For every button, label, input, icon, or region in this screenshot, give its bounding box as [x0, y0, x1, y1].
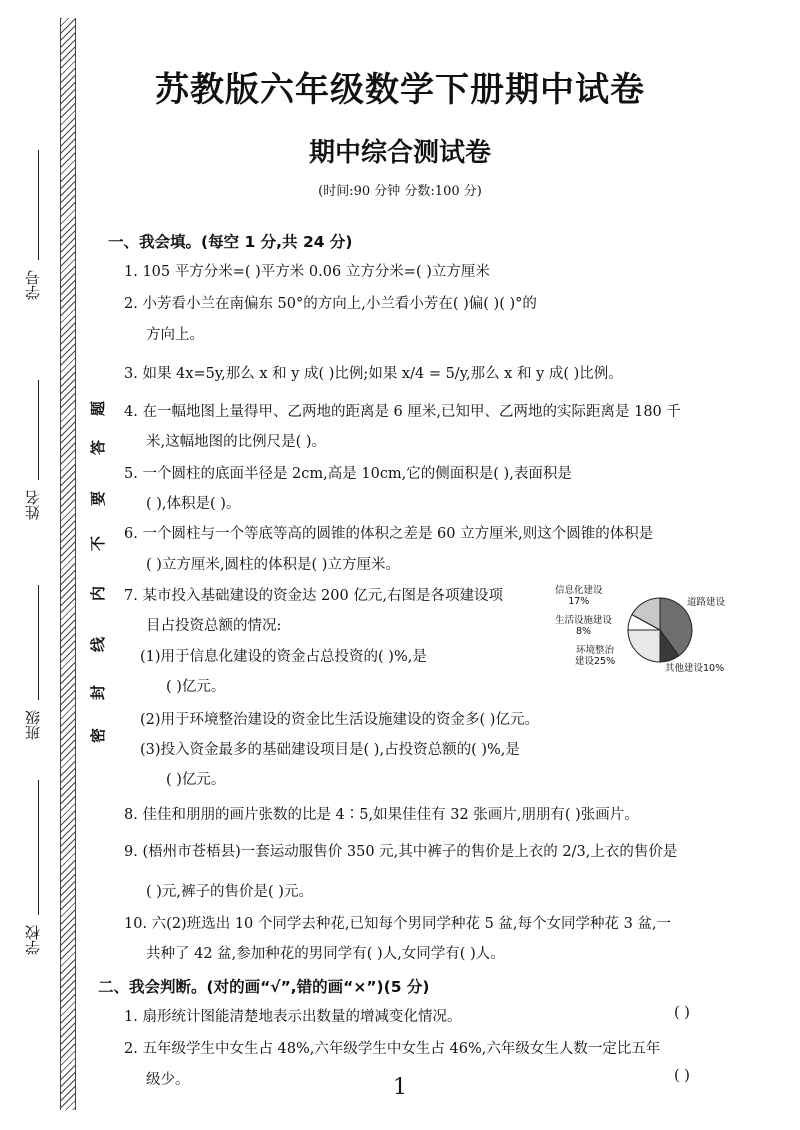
question-line: ( )元,裤子的售价是( )元。 — [146, 884, 313, 900]
question-line: 1. 105 平方分米=( )平方米 0.06 立方分米=( )立方厘米 — [124, 264, 490, 280]
exam-info: (时间:90 分钟 分数:100 分) — [318, 184, 482, 199]
seal-char: 不 — [89, 535, 108, 552]
question-line: (1)用于信息化建设的资金占总投资的( )%,是 — [140, 649, 427, 665]
question-line: ( )亿元。 — [166, 772, 226, 788]
question-line: 2. 五年级学生中女生占 48%,六年级学生中女生占 46%,六年级女生人数一定比五年 — [124, 1041, 661, 1057]
answer-bracket[interactable]: ( ) — [674, 1005, 690, 1021]
pie-label-life: 生活设施建设 8% — [555, 615, 613, 637]
question-line: 9. (梧州市苍梧县)一套运动服售价 350 元,其中裤子的售价是上衣的 2/3,上衣的售价是 — [124, 844, 678, 860]
pie-label-other: 其他建设10% — [665, 663, 725, 674]
page-title: 苏教版六年级数学下册期中试卷 — [155, 70, 645, 110]
pie-slice-env — [628, 630, 660, 662]
question-line: 5. 一个圆柱的底面半径是 2cm,高是 10cm,它的侧面积是( ),表面积是 — [124, 466, 572, 482]
question-line: (2)用于环境整治建设的资金比生活设施建设的资金多( )亿元。 — [140, 712, 539, 728]
question-line: 7. 某市投入基础建设的资金达 200 亿元,右图是各项建设项 — [124, 588, 503, 604]
school-line — [38, 780, 39, 915]
question-line: 级少。 — [146, 1072, 190, 1088]
question-line: 4. 在一幅地图上量得甲、乙两地的距离是 6 厘米,已知甲、乙两地的实际距离是 180 千 — [124, 404, 681, 420]
question-line: 6. 一个圆柱与一个等底等高的圆锥的体积之差是 60 立方厘米,则这个圆锥的体积是 — [124, 526, 654, 542]
seal-char: 要 — [89, 490, 108, 507]
question-line: 2. 小芳看小兰在南偏东 50°的方向上,小兰看小芳在( )偏( )( )°的 — [124, 296, 537, 312]
question-line: 米,这幅地图的比例尺是( )。 — [146, 434, 327, 450]
margin-label-name: 姓名 — [24, 490, 42, 520]
class-line — [38, 585, 39, 700]
question-line: ( ),体积是( )。 — [146, 496, 241, 512]
page-subtitle: 期中综合测试卷 — [308, 138, 491, 168]
margin-label-student-id: 学号 — [24, 270, 42, 300]
question-line: 10. 六(2)班选出 10 个同学去种花,已知每个男同学种花 5 盆,每个女同学种花 3 盆,一 — [124, 916, 672, 932]
pie-label-road: 道路建设 — [687, 597, 726, 608]
question-line: 共种了 42 盆,参加种花的男同学有( )人,女同学有( )人。 — [146, 946, 505, 962]
margin-label-school: 学校 — [24, 925, 42, 955]
margin-label-class: 班级 — [24, 710, 42, 740]
section-heading-fill: 一、我会填。(每空 1 分,共 24 分) — [108, 233, 353, 251]
investment-pie-chart — [555, 585, 745, 680]
question-line: 8. 佳佳和朋朋的画片张数的比是 4∶5,如果佳佳有 32 张画片,朋朋有( )张画片。 — [124, 807, 639, 823]
question-line: 方向上。 — [146, 327, 204, 343]
section-heading-judge: 二、我会判断。(对的画“√”,错的画“×”)(5 分) — [98, 978, 430, 996]
question-line: 3. 如果 4x=5y,那么 x 和 y 成( )比例;如果 x/4 = 5/y,那么 x 和 y 成( )比例。 — [124, 366, 623, 382]
question-line: 目占投资总额的情况: — [146, 618, 282, 634]
pie-label-env: 环境整治 建设25% — [575, 645, 616, 667]
seal-char: 答 — [89, 439, 108, 456]
question-line: ( )立方厘米,圆柱的体积是( )立方厘米。 — [146, 557, 400, 573]
seal-char: 封 — [89, 684, 108, 701]
seal-char: 题 — [89, 400, 108, 417]
answer-bracket[interactable]: ( ) — [674, 1068, 690, 1084]
pie-label-info: 信息化建设 17% — [555, 585, 603, 607]
question-line: ( )亿元。 — [166, 679, 226, 695]
question-line: 1. 扇形统计图能清楚地表示出数量的增减变化情况。 — [124, 1009, 462, 1025]
question-line: (3)投入资金最多的基础建设项目是( ),占投资总额的( )%,是 — [140, 742, 520, 758]
seal-char: 密 — [89, 727, 108, 744]
seal-char: 内 — [89, 585, 108, 602]
name-line — [38, 380, 39, 480]
page-number: 1 — [393, 1075, 407, 1100]
seal-char: 线 — [89, 636, 108, 653]
